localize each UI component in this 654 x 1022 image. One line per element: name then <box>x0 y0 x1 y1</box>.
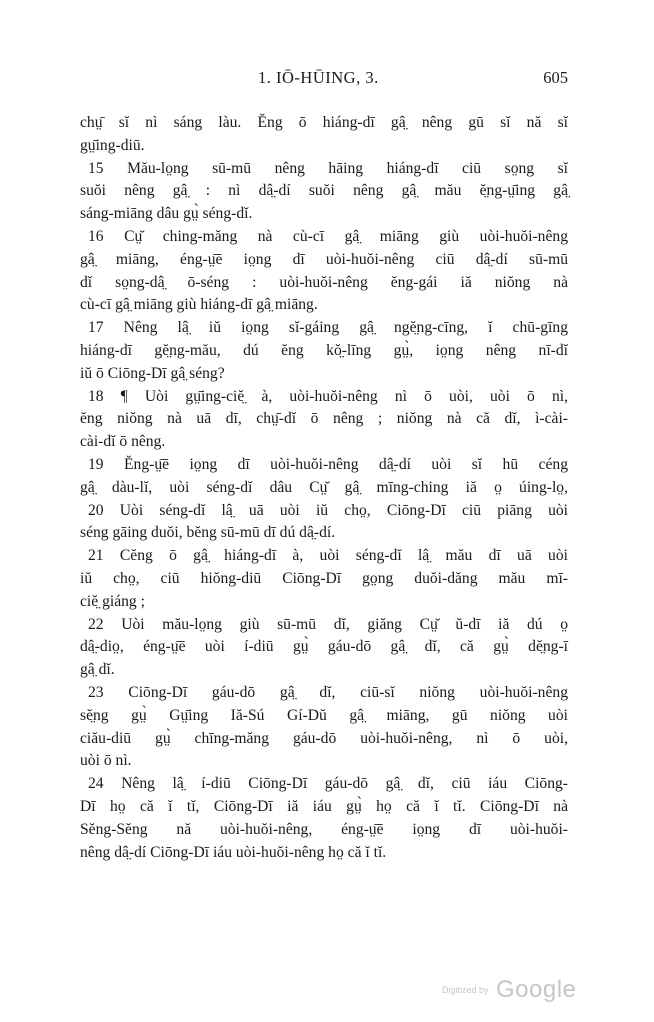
text-line: gâ̤ dàu-lĭ, uòi séng-dĭ dâu Cṳ̆ gâ̤ mīng-ching iă o̤ úing-lo̤, <box>80 478 568 496</box>
verse-17-start: 17 Nêng lâ̤ iŭ io̤ng sĭ-gáing gâ̤ ngĕ̤ng-cīng, ĭ chū-gīng <box>88 319 568 337</box>
page-number: 605 <box>543 68 568 87</box>
text-line: ĕng niŏng nà uā dī, chṳ̄-dĭ ō nêng ; niŏng nà că dĭ, ì-cài- <box>80 410 568 428</box>
text-line: sáng-miāng dâu gṳ̀ séng-dĭ. <box>80 205 253 223</box>
text-line: uòi ō nì. <box>80 752 132 770</box>
text-line: dâ̤-dio̤, éng-ṳ̄ē uòi í-diū gṳ̀ gáu-dō gâ̤ dĭ, că gṳ̀ dĕ̤ng-ī <box>80 638 568 656</box>
running-title: 1. IŌ-HŪING, 3. <box>258 68 379 87</box>
text-line: Dī ho̤ că ĭ tĭ, Ciōng-Dī iă iáu gṳ̀ ho̤ că ĭ tĭ. Ciōng-Dī nà <box>80 797 568 815</box>
google-logo: Google <box>495 976 577 1003</box>
text-line: sĕ̤ng gṳ̀ Gṳ̄ing Iă-Sú Gí-Dŭ gâ̤ miāng, gū niŏng uòi <box>80 706 568 724</box>
verse-21-start: 21 Cĕng ō gâ̤ hiáng-dī à, uòi séng-dĭ lâ̤ mău dī uā uòi <box>88 547 568 565</box>
verse-24-start: 24 Nêng lâ̤ í-diū Ciōng-Dī gáu-dō gâ̤ dĭ, ciū iáu Ciōng- <box>88 775 568 793</box>
page-header <box>80 68 568 90</box>
watermark-caption: Digitized by <box>442 985 489 995</box>
text-line: gâ̤ miāng, éng-ṳ̄ē io̤ng dī uòi-huŏi-nêng ciū dâ̤-dí sū-mū <box>80 250 568 268</box>
verse-19-start: 19 Ĕng-ṳ̄ē io̤ng dī uòi-huŏi-nêng dâ̤-dí uòi sĭ hū céng <box>88 455 568 473</box>
text-line: hiáng-dī gĕ̤ng-mău, dú ĕng kŏ̤-līng gṳ̀, io̤ng nêng nī-dĭ <box>80 341 568 359</box>
text-line: nêng dâ̤-dí Ciōng-Dī iáu uòi-huŏi-nêng ho̤ că ĭ tĭ. <box>80 843 387 861</box>
text-line: iŭ cho̤, ciū hiŏng-diū Ciōng-Dī go̤ng duŏi-dăng mău mī- <box>80 569 568 587</box>
verse-22-start: 22 Uòi mău-lo̤ng giù sū-mū dĭ, giăng Cṳ̆ ŭ-dī iă dú o̤ <box>88 615 568 633</box>
verse-20-start: 20 Uòi séng-dĭ lâ̤ uā uòi iŭ cho̤, Ciōng-Dī ciū piāng uòi <box>88 501 568 519</box>
text-line: cù-cī gâ̤ miāng giù hiáng-dī gâ̤ miāng. <box>80 296 318 314</box>
text-line: dĭ so̤ng-dâ̤ ō-séng : uòi-huŏi-nêng ĕng-gái iă niŏng nà <box>80 273 568 291</box>
text-line: Sĕng-Sĕng nă uòi-huŏi-nêng, éng-ṳ̄ē io̤ng dī uòi-huŏi- <box>80 820 568 838</box>
text-line: ciĕ̤ giáng ; <box>80 592 145 610</box>
text-line: cài-dĭ ō nêng. <box>80 433 166 451</box>
text-line: séng gāing duŏi, bĕng sū-mū dī dú dâ̤-dí. <box>80 524 336 542</box>
body-text <box>80 112 568 864</box>
text-line: suŏi nêng gâ̤ : nì dâ̤-dí suŏi nêng gâ̤ mău ĕ̤ng-ṳ̄ing gâ̤ <box>80 182 568 200</box>
text-line: ciău-diū gṳ̀ chīng-măng gáu-dō uòi-huŏi-nêng, nì ō uòi, <box>80 729 568 747</box>
verse-16-start: 16 Cṳ̆ ching-măng nà cù-cī gâ̤ miāng giù uòi-huŏi-nêng <box>88 227 568 245</box>
text-line: chṳ̄ sĭ nì sáng làu. Ĕng ō hiáng-dī gâ̤ nêng gū sĭ nă sĭ <box>80 114 568 131</box>
text-line: gâ̤ dĭ. <box>80 661 115 679</box>
text-line: iŭ ō Ciōng-Dī gâ̤ séng? <box>80 364 225 382</box>
verse-23-start: 23 Ciōng-Dī gáu-dō gâ̤ dĭ, ciū-sĭ niŏng uòi-huŏi-nêng <box>88 683 568 701</box>
text-line: gṳ̄ing-diū. <box>80 136 145 154</box>
verse-18-start: 18 ¶ Uòi gṳ̄ing-ciĕ̤ à, uòi-huŏi-nêng nì ō uòi, uòi ō nì, <box>88 387 568 405</box>
digitized-by-google-watermark <box>442 976 576 1004</box>
verse-15-start: 15 Mău-lo̤ng sū-mū nêng hāing hiáng-dī ciū so̤ng sĭ <box>88 159 568 177</box>
